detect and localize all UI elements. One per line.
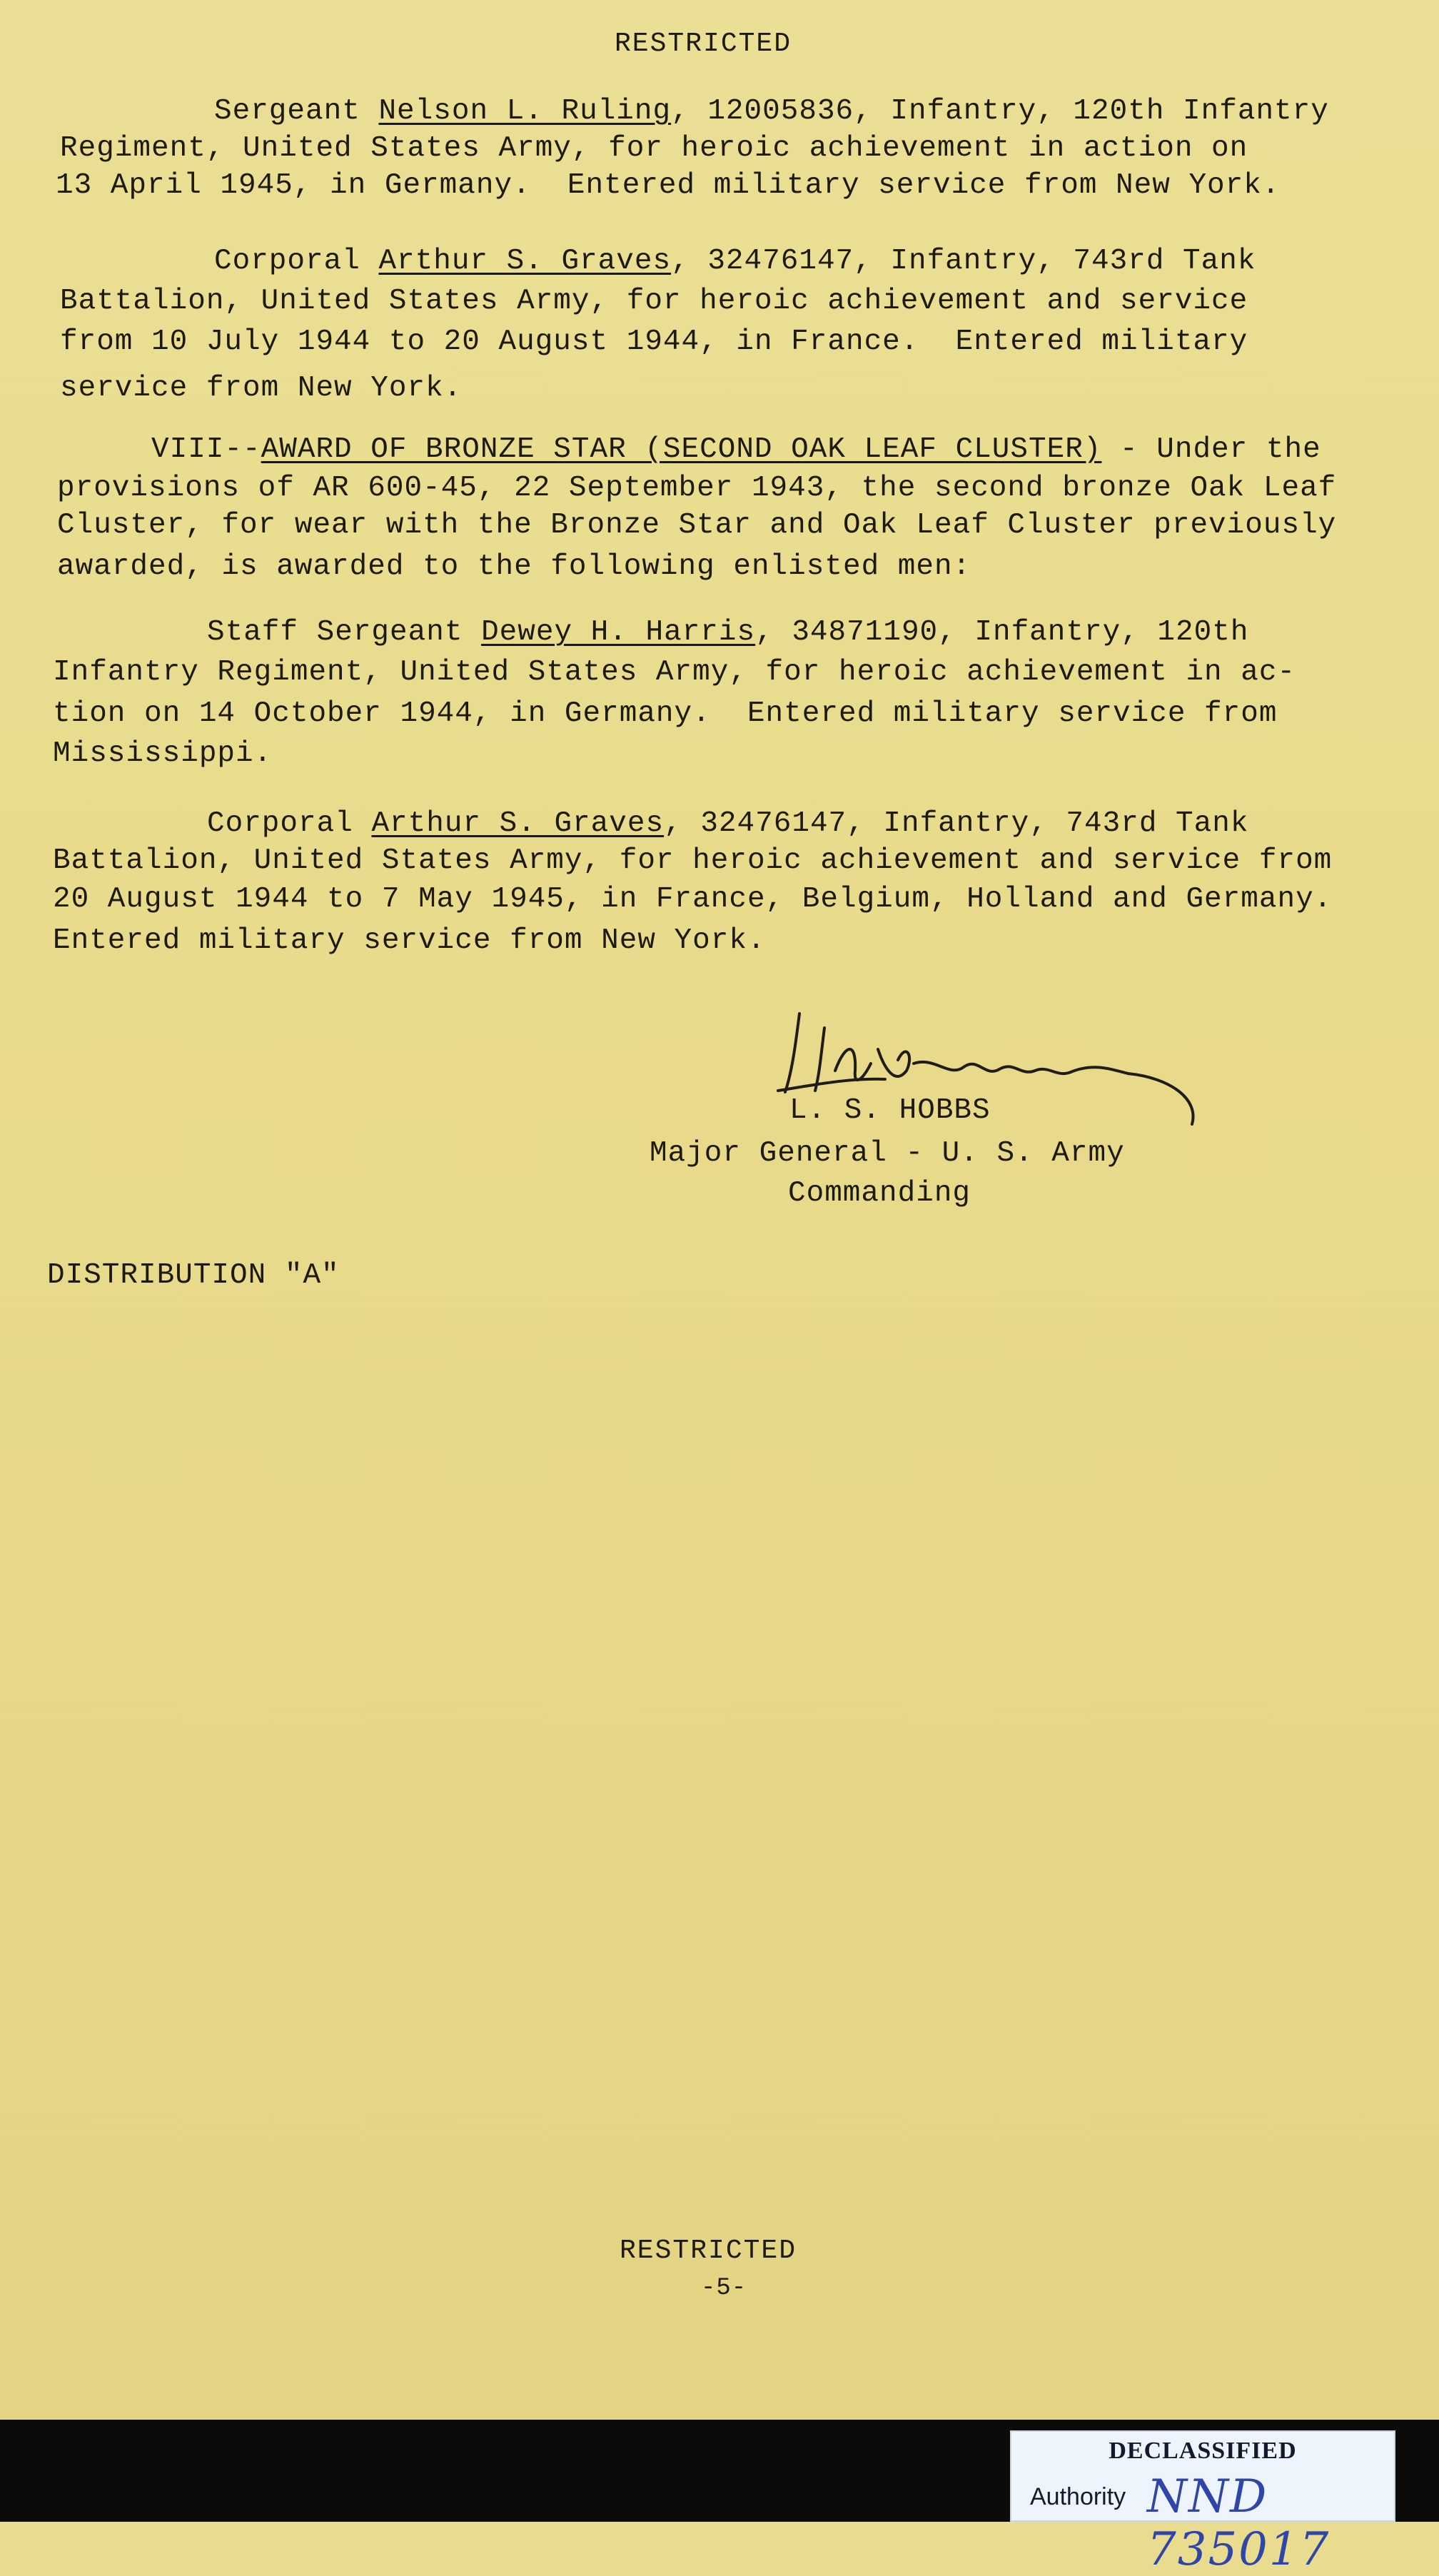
p4-line2: Infantry Regiment, United States Army, for heroic achievement in ac-	[53, 656, 1296, 689]
p4-rank: Staff Sergeant	[207, 616, 482, 649]
p4-line1-rest: , 34871190, Infantry, 120th	[755, 616, 1249, 649]
p2-line4: service from New York.	[60, 372, 463, 405]
p1-line2: Regiment, United States Army, for heroic achievement in action on	[60, 132, 1248, 165]
header-restricted: RESTRICTED	[615, 29, 792, 59]
p5-line4: Entered military service from New York.	[53, 924, 766, 957]
p1-rank: Sergeant	[214, 95, 379, 128]
stamp-title: DECLASSIFIED	[1109, 2438, 1297, 2464]
p2-line1-rest: , 32476147, Infantry, 743rd Tank	[671, 245, 1256, 278]
page-number: -5-	[701, 2275, 747, 2302]
p5-name: Arthur S. Graves	[371, 807, 665, 840]
signer-title: Major General - U. S. Army	[650, 1137, 1125, 1170]
p3-award-title: AWARD OF BRONZE STAR (SECOND OAK LEAF CLUSTER)	[261, 433, 1102, 466]
p4-name: Dewey H. Harris	[481, 616, 756, 649]
p3-line2: provisions of AR 600-45, 22 September 1943, the second bronze Oak Leaf	[57, 472, 1337, 505]
p1-line3: 13 April 1945, in Germany. Entered military service from New York.	[56, 169, 1281, 202]
p1-line1	[214, 94, 1329, 128]
p1-line1-rest: , 12005836, Infantry, 120th Infantry	[671, 95, 1329, 128]
p4-line3: tion on 14 October 1944, in Germany. Entered military service from	[53, 697, 1278, 730]
p2-rank: Corporal	[214, 245, 379, 278]
p5-line3: 20 August 1944 to 7 May 1945, in France, Belgium, Holland and Germany.	[53, 883, 1333, 916]
p5-line2: Battalion, United States Army, for heroic achievement and service from	[53, 844, 1333, 877]
p3-line4: awarded, is awarded to the following enlisted men:	[57, 550, 971, 583]
p2-line3: from 10 July 1944 to 20 August 1944, in France. Entered military	[60, 325, 1248, 358]
p5-rank: Corporal	[207, 807, 372, 840]
p3-line1-rest: - Under the	[1101, 433, 1321, 466]
p5-line1	[207, 807, 1248, 841]
p5-line1-rest: , 32476147, Infantry, 743rd Tank	[664, 807, 1249, 840]
p2-name: Arthur S. Graves	[378, 245, 672, 278]
p3-line1	[151, 433, 1321, 467]
p2-line2: Battalion, United States Army, for heroic achievement and service	[60, 285, 1248, 318]
declassified-stamp	[1010, 2430, 1395, 2576]
p4-line4: Mississippi.	[53, 737, 273, 770]
distribution: DISTRIBUTION "A"	[47, 1259, 340, 1292]
signer-name: L. S. HOBBS	[789, 1094, 991, 1127]
signer-role: Commanding	[788, 1177, 971, 1210]
p3-line3: Cluster, for wear with the Bronze Star and Oak Leaf Cluster previously	[57, 509, 1337, 542]
p4-line1	[207, 615, 1248, 650]
p2-line1	[214, 244, 1256, 278]
stamp-authority-label: Authority	[1030, 2483, 1126, 2510]
p1-name: Nelson L. Ruling	[378, 95, 672, 128]
footer-restricted: RESTRICTED	[620, 2236, 797, 2266]
stamp-authority-value: NND 735017	[1147, 2470, 1331, 2576]
p3-lead: VIII--	[151, 433, 261, 466]
